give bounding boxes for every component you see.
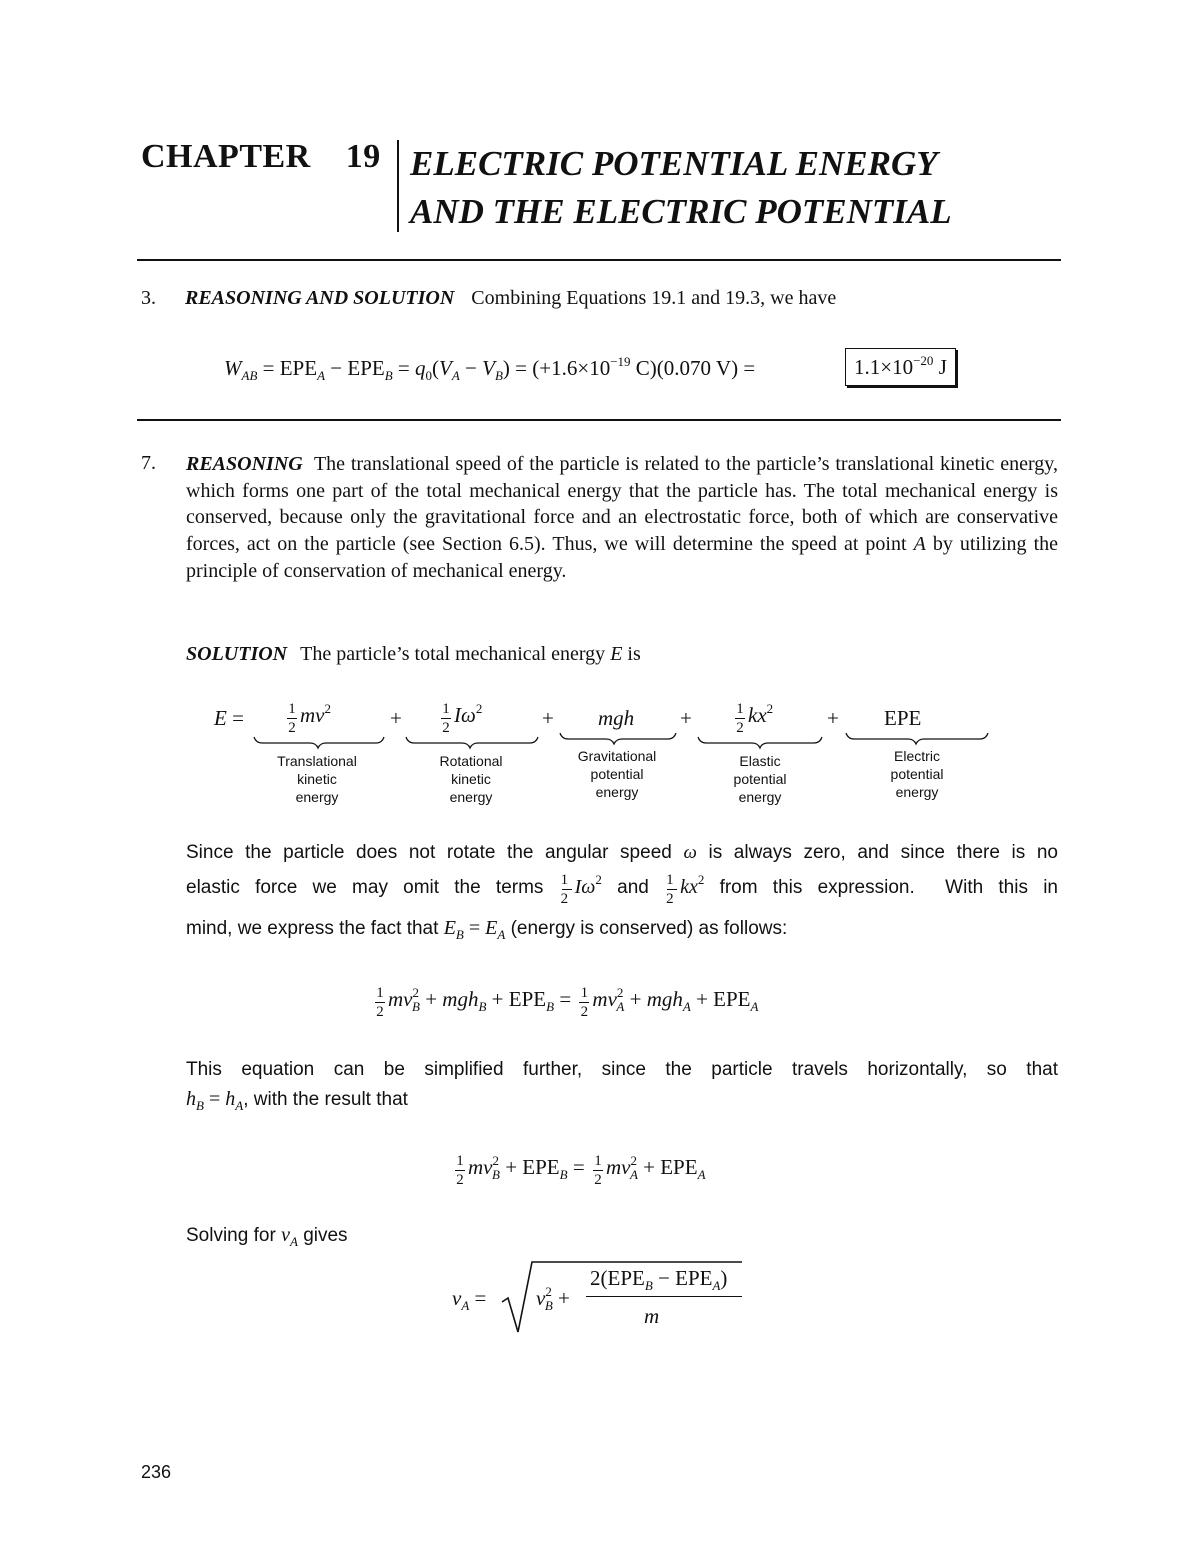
simplify-line-2: , with the result that (243, 1089, 408, 1110)
problem-3-text: Combining Equations 19.1 and 19.3, we have (471, 287, 837, 309)
reasoning-label: REASONING (186, 453, 303, 475)
answer-exponent: −20 (913, 353, 934, 368)
solving-text-pre: Solving for (186, 1225, 276, 1246)
simplified-equation: $\frac{1}{2}$ $mv^2_B + EPE_B$ = $\frac{1}{2}$ $mv^2_A + EPE_A$ (456, 1153, 706, 1188)
solution-text-pre: The particle’s total mechanical energy (300, 643, 606, 665)
chapter-word: CHAPTER (141, 138, 311, 175)
solving-text-post: gives (303, 1225, 348, 1246)
brace-label-translational: Translational kinetic energy (277, 753, 357, 805)
brace-label-electric: Electric potential energy (890, 748, 944, 800)
energy-sum-equation: E = $\frac{1}{2}$ $mv^2$ + $\frac{1}{2}$ $I\omega^2$ + mgh + $\frac{1}{2}$ $kx^2$ + EPE (214, 701, 922, 736)
solution-label: SOLUTION (186, 643, 288, 665)
paragraph-omit-terms: Since the particle does not rotate the angular speed ω is always zero, and since there is no elastic force we may omit the terms $\frac{1}{2}$ $I\omega^2$ and $\frac{1}{2}$ $kx^2$ from this expression. With this in mind, we express the fact that $E_B = E_A$ (energy is conserved) as follows: (186, 842, 1058, 942)
problem-7-reasoning: REASONING The translational speed of the particle is related to the particle’s translational kinetic energy, which forms one part of the total mechanical energy that the particle has. The total mechanical energy is conserved, because only the gravitational force and an electrostatic force, both of which are conservative forces, act on the particle (see Section 6.5). Thus, we will determine the speed at point A by utilizing the principle of conservation of mechanical energy. (186, 453, 1059, 582)
page-number: 236 (141, 1462, 172, 1482)
solution-var: E (610, 643, 623, 665)
final-equation: $v_A$ = $v^2_B$ + $2(EPE_B - EPE_A)$ m (452, 1258, 752, 1338)
paragraph-simplify: This equation can be simplified further, since the particle travels horizontally, so that $h_B = h_A$, with the result that (186, 1059, 1058, 1113)
chapter-title-line-2: AND THE ELECTRIC POTENTIAL (410, 192, 952, 231)
answer-mantissa: 1.1×10 (854, 355, 914, 379)
equation-work: $W_{AB} = EPE_A - EPE_B = q_0(V_A - V_B) = (+1.6\times 10^{-19}$ C)(0.070 V) = (224, 354, 756, 383)
simplify-line-1: This equation can be simplified further, since the particle travels horizontally, so that (186, 1059, 1058, 1080)
problem-3-label: REASONING AND SOLUTION (185, 287, 455, 309)
solution-text-post: is (627, 643, 641, 665)
solving-line: Solving for $v_A$ gives (186, 1224, 348, 1249)
conservation-equation: $\frac{1}{2}$ $mv^2_B + mgh_B + EPE_B$ = $\frac{1}{2}$ $mv^2_A + mgh_A + EPE_A$ (376, 985, 759, 1020)
problem-3-number: 3. (141, 287, 156, 309)
chapter-number: 19 (345, 138, 381, 175)
brace-label-elastic: Elastic potential energy (733, 753, 787, 805)
problem-7-number: 7. (141, 452, 156, 474)
brace-label-rotational: Rotational kinetic energy (439, 753, 503, 805)
chapter-title-line-1: ELECTRIC POTENTIAL ENERGY (410, 144, 938, 183)
answer-unit: J (938, 355, 947, 379)
brace-label-gravitational: Gravitational potential energy (577, 748, 657, 800)
